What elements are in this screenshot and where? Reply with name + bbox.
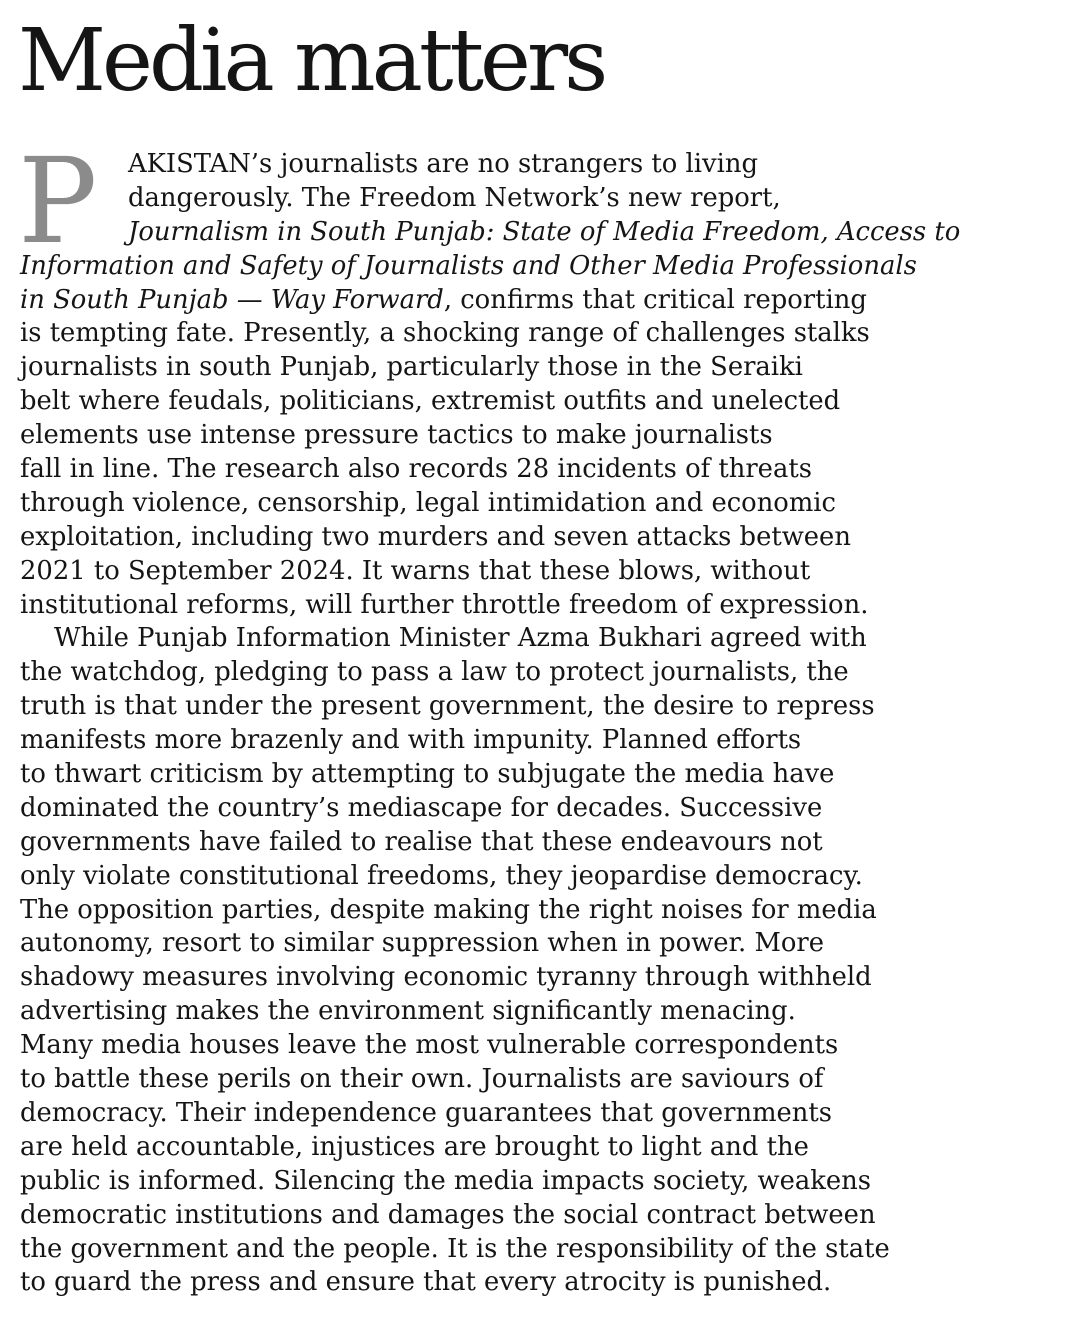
body-line: advertising makes the environment significantly menacing.: [20, 996, 796, 1027]
body-line: exploitation, including two murders and seven attacks between: [20, 521, 851, 552]
body-line: belt where feudals, politicians, extremist outfits and unelected: [20, 386, 841, 417]
body-line: through violence, censorship, legal intimidation and economic: [20, 487, 837, 518]
report-title-italic: Journalism in South Punjab: State of Media Freedom, Access to: [128, 216, 961, 247]
body-line: manifests more brazenly and with impunity. Planned efforts: [20, 725, 802, 756]
body-line: only violate constitutional freedoms, they jeopardise democracy.: [20, 860, 863, 891]
body-line: to battle these perils on their own. Journalists are saviours of: [20, 1064, 824, 1095]
body-line: While Punjab Information Minister Azma Bukhari agreed with: [54, 623, 867, 654]
body-line: dangerously. The Freedom Network’s new report,: [128, 182, 781, 213]
body-line: [20, 250, 1072, 284]
body-line: fall in line. The research also records 28 incidents of threats: [20, 454, 812, 485]
body-line: AKISTAN’s journalists are no strangers to living: [128, 149, 758, 179]
body-line: [20, 216, 1072, 250]
body-line: autonomy, resort to similar suppression when in power. More: [20, 928, 824, 959]
body-line: elements use intense pressure tactics to make journalists: [20, 420, 773, 451]
body-line: institutional reforms, will further throttle freedom of expression.: [20, 589, 869, 620]
report-title-italic: in South Punjab — Way Forward: [20, 284, 444, 315]
body-line: to thwart criticism by attempting to subjugate the media have: [20, 759, 835, 790]
body-line: democracy. Their independence guarantees that governments: [20, 1097, 833, 1128]
body-line: dominated the country’s mediascape for decades. Successive: [20, 792, 823, 823]
body-line: democratic institutions and damages the social contract between: [20, 1199, 876, 1230]
body-text-run: , confirms that critical reporting: [443, 284, 867, 315]
article-body: [18, 132, 1072, 1300]
drop-cap: P: [18, 132, 98, 270]
body-line: governments have failed to realise that these endeavours not: [20, 826, 823, 857]
headline: Media matters: [18, 11, 605, 111]
body-line: is tempting fate. Presently, a shocking range of challenges stalks: [20, 318, 870, 349]
body-line: the watchdog, pledging to pass a law to protect journalists, the: [20, 657, 849, 688]
body-line: 2021 to September 2024. It warns that these blows, without: [20, 555, 811, 586]
body-line: Many media houses leave the most vulnerable correspondents: [20, 1030, 839, 1061]
body-line: The opposition parties, despite making the right noises for media: [20, 894, 877, 925]
body-line: are held accountable, injustices are brought to light and the: [20, 1131, 809, 1162]
body-line: to guard the press and ensure that every atrocity is punished.: [20, 1267, 832, 1298]
editorial-page: [20, 0, 1072, 1318]
body-line: shadowy measures involving economic tyranny through withheld: [20, 962, 872, 993]
body-line: public is informed. Silencing the media impacts society, weakens: [20, 1165, 871, 1196]
body-line: truth is that under the present government, the desire to repress: [20, 691, 875, 722]
body-line: the government and the people. It is the responsibility of the state: [20, 1233, 890, 1264]
body-line: journalists in south Punjab, particularly those in the Seraiki: [20, 352, 803, 383]
report-title-italic: Information and Safety of Journalists and Other Media Professionals: [20, 250, 917, 281]
body-line: [20, 284, 1072, 318]
